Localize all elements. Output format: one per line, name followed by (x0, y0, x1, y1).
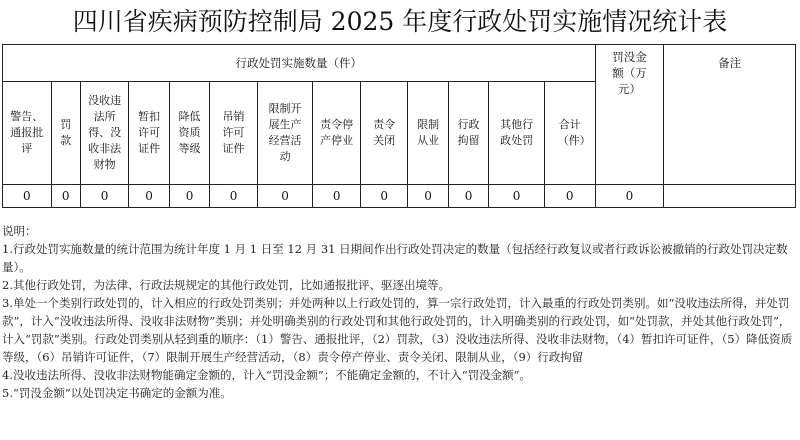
col-header-lower-qualification: 降低资质等级 (169, 82, 209, 185)
group-header: 行政处罚实施数量（件） (3, 45, 596, 82)
col-header-total: 合计（件） (544, 82, 595, 185)
remark-header: 备注 (664, 45, 796, 185)
notes-heading: 说明： (2, 224, 37, 238)
value-suspend-license: 0 (129, 185, 169, 208)
value-suspend-production: 0 (313, 185, 361, 208)
col-header-suspend-production: 责令停产停业 (313, 82, 361, 185)
statistics-table (2, 44, 796, 208)
page-title: 四川省疾病预防控制局 2025 年度行政处罚实施情况统计表 (72, 7, 728, 36)
table-header-row (3, 45, 796, 82)
note-item-1: 1.行政处罚实施数量的统计范围为统计年度 1 月 1 日至 12 月 31 日期间作出行政处罚决定的数量（包括经行政复议或者行政诉讼被撤销的行政处罚决定数量）。 (2, 242, 788, 274)
col-header-confiscation: 没收违法所得、没收非法财物 (80, 82, 129, 185)
col-header-warning: 警告、通报批评 (3, 82, 52, 185)
note-item-2: 2.其他行政处罚，为法律、行政法规规定的其他行政处罚，比如通报批评、驱逐出境等。 (2, 278, 450, 292)
col-header-suspend-license: 暂扣许可证件 (129, 82, 169, 185)
value-fine-amount: 0 (595, 185, 664, 208)
value-lower-qualification: 0 (169, 185, 209, 208)
value-remark (664, 185, 796, 208)
value-order-closure: 0 (360, 185, 408, 208)
table-row (3, 185, 796, 208)
value-confiscation: 0 (80, 185, 129, 208)
value-revoke-license: 0 (210, 185, 258, 208)
col-header-order-closure: 责令关闭 (360, 82, 408, 185)
col-header-restrict-business: 限制开展生产经营活动 (257, 82, 313, 185)
value-restrict-practice: 0 (408, 185, 448, 208)
col-header-detention: 行政拘留 (448, 82, 488, 185)
value-restrict-business: 0 (257, 185, 313, 208)
value-warning: 0 (3, 185, 52, 208)
value-detention: 0 (448, 185, 488, 208)
fine-header: 罚没金额（万元） (595, 45, 664, 185)
col-header-fine: 罚款 (51, 82, 80, 185)
col-header-restrict-practice: 限制从业 (408, 82, 448, 185)
value-total: 0 (544, 185, 595, 208)
col-header-revoke-license: 吊销许可证件 (210, 82, 258, 185)
col-header-other-penalty: 其他行政处罚 (489, 82, 545, 185)
value-fine: 0 (51, 185, 80, 208)
value-other-penalty: 0 (489, 185, 545, 208)
note-item-5: 5.“罚没金额”以处罚决定书确定的金额为准。 (2, 386, 232, 400)
notes-section (2, 222, 796, 402)
note-item-4: 4.没收违法所得、没收非法财物能确定金额的，计入“罚没金额”；不能确定金额的，不计入“罚没金额”。 (2, 368, 531, 382)
note-item-3: 3.单处一个类别行政处罚的，计入相应的行政处罚类别；并处两种以上行政处罚的，算一宗行政处罚，计入最重的行政处罚类别。如“没收违法所得，并处罚款”，计入“没收违法所得、没收非法财物”类别；并处明确类别的行政处罚和其他行政处罚的，计入明确类别的行政处罚，如“处罚款，并处其他行政处罚”，计入“罚款”类别。行政处罚类别从轻到重的顺序：（1）警告、通报批评，（2）罚款，（3）没收违法所得、没收非法财物，（4）暂扣许可证件，（5）降低资质等级，（6）吊销许可证件，（7）限制开展生产经营活动，（8）责令停产停业、责令关闭、限制从业，（9）行政拘留 (2, 296, 793, 364)
